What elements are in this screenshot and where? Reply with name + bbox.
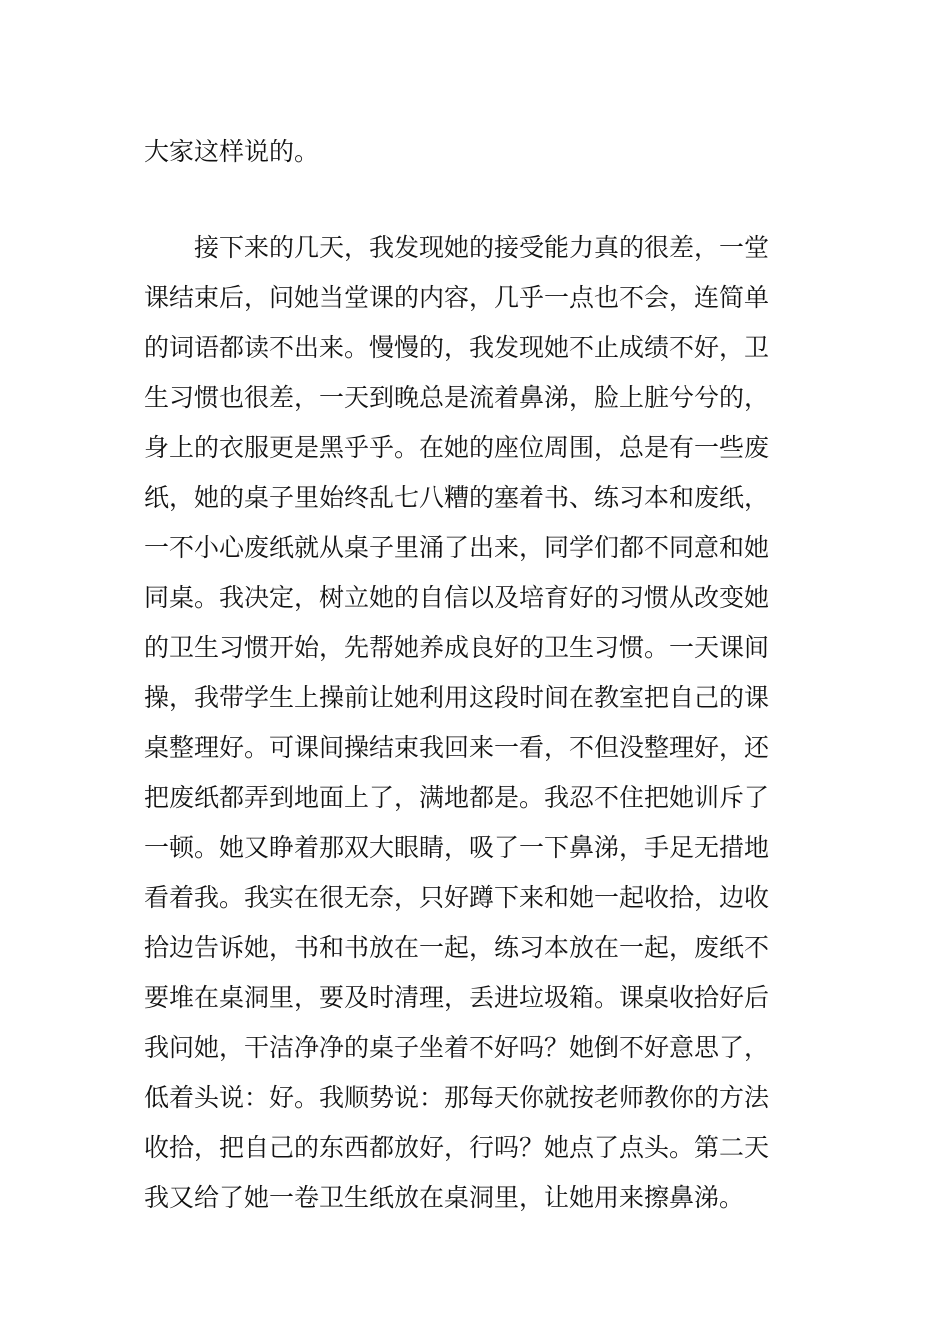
paragraph-line: 课结束后，问她当堂课的内容，几乎一点也不会，连简单	[144, 283, 770, 312]
paragraph-line: 我问她，干洁净净的桌子坐着不好吗？她倒不好意思了，	[144, 1033, 770, 1062]
paragraph-line: 操，我带学生上操前让她利用这段时间在教室把自己的课	[144, 683, 770, 712]
paragraph-line: 的卫生习惯开始，先帮她养成良好的卫生习惯。一天课间	[144, 633, 770, 662]
paragraph-line: 一顿。她又睁着那双大眼睛，吸了一下鼻涕，手足无措地	[144, 833, 770, 862]
paragraph-line: 我又给了她一卷卫生纸放在桌洞里，让她用来擦鼻涕。	[144, 1183, 745, 1212]
paragraph-line: 的词语都读不出来。慢慢的，我发现她不止成绩不好，卫	[144, 333, 770, 362]
paragraph-line: 生习惯也很差，一天到晚总是流着鼻涕，脸上脏兮兮的，	[144, 383, 770, 412]
paragraph-line: 拾边告诉她，书和书放在一起，练习本放在一起，废纸不	[144, 933, 770, 962]
paragraph-line: 桌整理好。可课间操结束我回来一看，不但没整理好，还	[144, 733, 770, 762]
paragraph-line: 把废纸都弄到地面上了，满地都是。我忍不住把她训斥了	[144, 783, 770, 812]
paragraph-line: 收拾，把自己的东西都放好，行吗？她点了点头。第二天	[144, 1133, 770, 1162]
paragraph-line: 同桌。我决定，树立她的自信以及培育好的习惯从改变她	[144, 583, 770, 612]
paragraph-line: 要堆在桌洞里，要及时清理，丢进垃圾箱。课桌收拾好后	[144, 983, 770, 1012]
paragraph-line: 纸，她的桌子里始终乱七八糟的塞着书、练习本和废纸，	[144, 483, 770, 512]
paragraph-line: 看着我。我实在很无奈，只好蹲下来和她一起收拾，边收	[144, 883, 770, 912]
paragraph-line: 低着头说：好。我顺势说：那每天你就按老师教你的方法	[144, 1083, 770, 1112]
opening-line: 大家这样说的。	[144, 137, 320, 166]
paragraph-line: 一不小心废纸就从桌子里涌了出来，同学们都不同意和她	[144, 533, 770, 562]
paragraph-line: 身上的衣服更是黑乎乎。在她的座位周围，总是有一些废	[144, 433, 770, 462]
paragraph-line: 接下来的几天，我发现她的接受能力真的很差，一堂	[144, 233, 770, 262]
